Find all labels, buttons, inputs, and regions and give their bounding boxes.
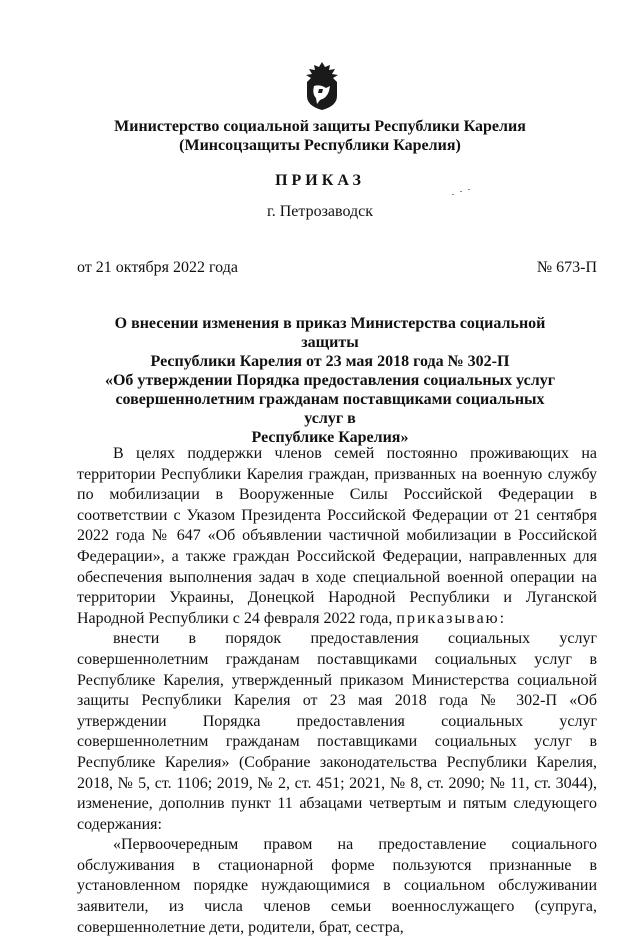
order-title: ПРИКАЗ [275,172,365,189]
preamble-text: В целях поддержки членов семей постоянно проживающих на территории Республики Карелия граждан, призванных на военную службу по мобилизации в Вооруженные Силы Российской Федерации в соответствии с Указом Президента Российской Федерации от 21 сентября 2022 года № 647 «Об объявлении частичной мобилизации в Российской Федерации», а также граждан Российской Федерации, направленных для обеспечения выполнения задач в ходе специальной военной операции на территории Украины, Донецкой Народной Республики и Луганской Народной Республики с 24 февраля 2022 года, [77,445,597,627]
body-paragraph-amendment: внести в порядок предоставления социальных услуг совершеннолетним гражданам поставщиками социальных услуг в Республике Карелия, утвержденный приказом Министерства социальной защиты Республики Карелия от 23 мая 2018 года № 302-П «Об утверждении Порядка предоставления социальных услуг совершеннолетним гражданам поставщиками социальных услуг в Республике Карелия» (Собрание законодательства Республики Карелия, 2018, № 5, ст. 1106; 2019, № 2, ст. 451; 2021, № 8, ст. 2090; № 11, ст. 3044), изменение, дополнив пункт 11 абзацами четвертым и пятым следующего содержания: [77,630,597,833]
order-date: от 21 октября 2022 года [77,259,238,276]
scan-artifact [460,191,462,192]
scan-artifact [468,189,470,190]
order-body [77,444,597,938]
order-date-row [77,259,597,277]
body-paragraph-quote: «Первоочередным правом на предоставление социального обслуживания в стационарной форме пользуются признанные в установленном порядке нуждающимися в социальном обслуживании заявители, из числа членов семьи военнослужащего (супруга, совершеннолетние дети, родители, брат, сестра, [77,836,597,936]
ministry-name-short: (Минсоцзащиты Республики Карелия) [179,137,461,154]
subject-line: О внесении изменения в приказ Министерства социальной защиты [114,315,546,351]
body-paragraph-preamble [77,444,597,629]
order-number: № 673-П [536,259,597,276]
subject-line: «Об утверждении Порядка предоставления социальных услуг [104,372,555,389]
command-word: приказываю: [396,609,507,627]
subject-line: Республики Карелия от 23 мая 2018 года № 302-П [150,353,510,370]
scan-artifact [452,194,454,195]
karelia-coat-of-arms-icon [302,60,342,112]
order-subject [100,314,560,447]
ministry-name [60,117,580,155]
order-city: г. Петрозаводск [266,203,374,220]
ministry-name-full: Министерство социальной защиты Республики Карелия [114,118,526,135]
subject-line: Республике Карелия» [251,429,409,446]
subject-line: совершеннолетним гражданам поставщиками социальных услуг в [115,391,545,427]
